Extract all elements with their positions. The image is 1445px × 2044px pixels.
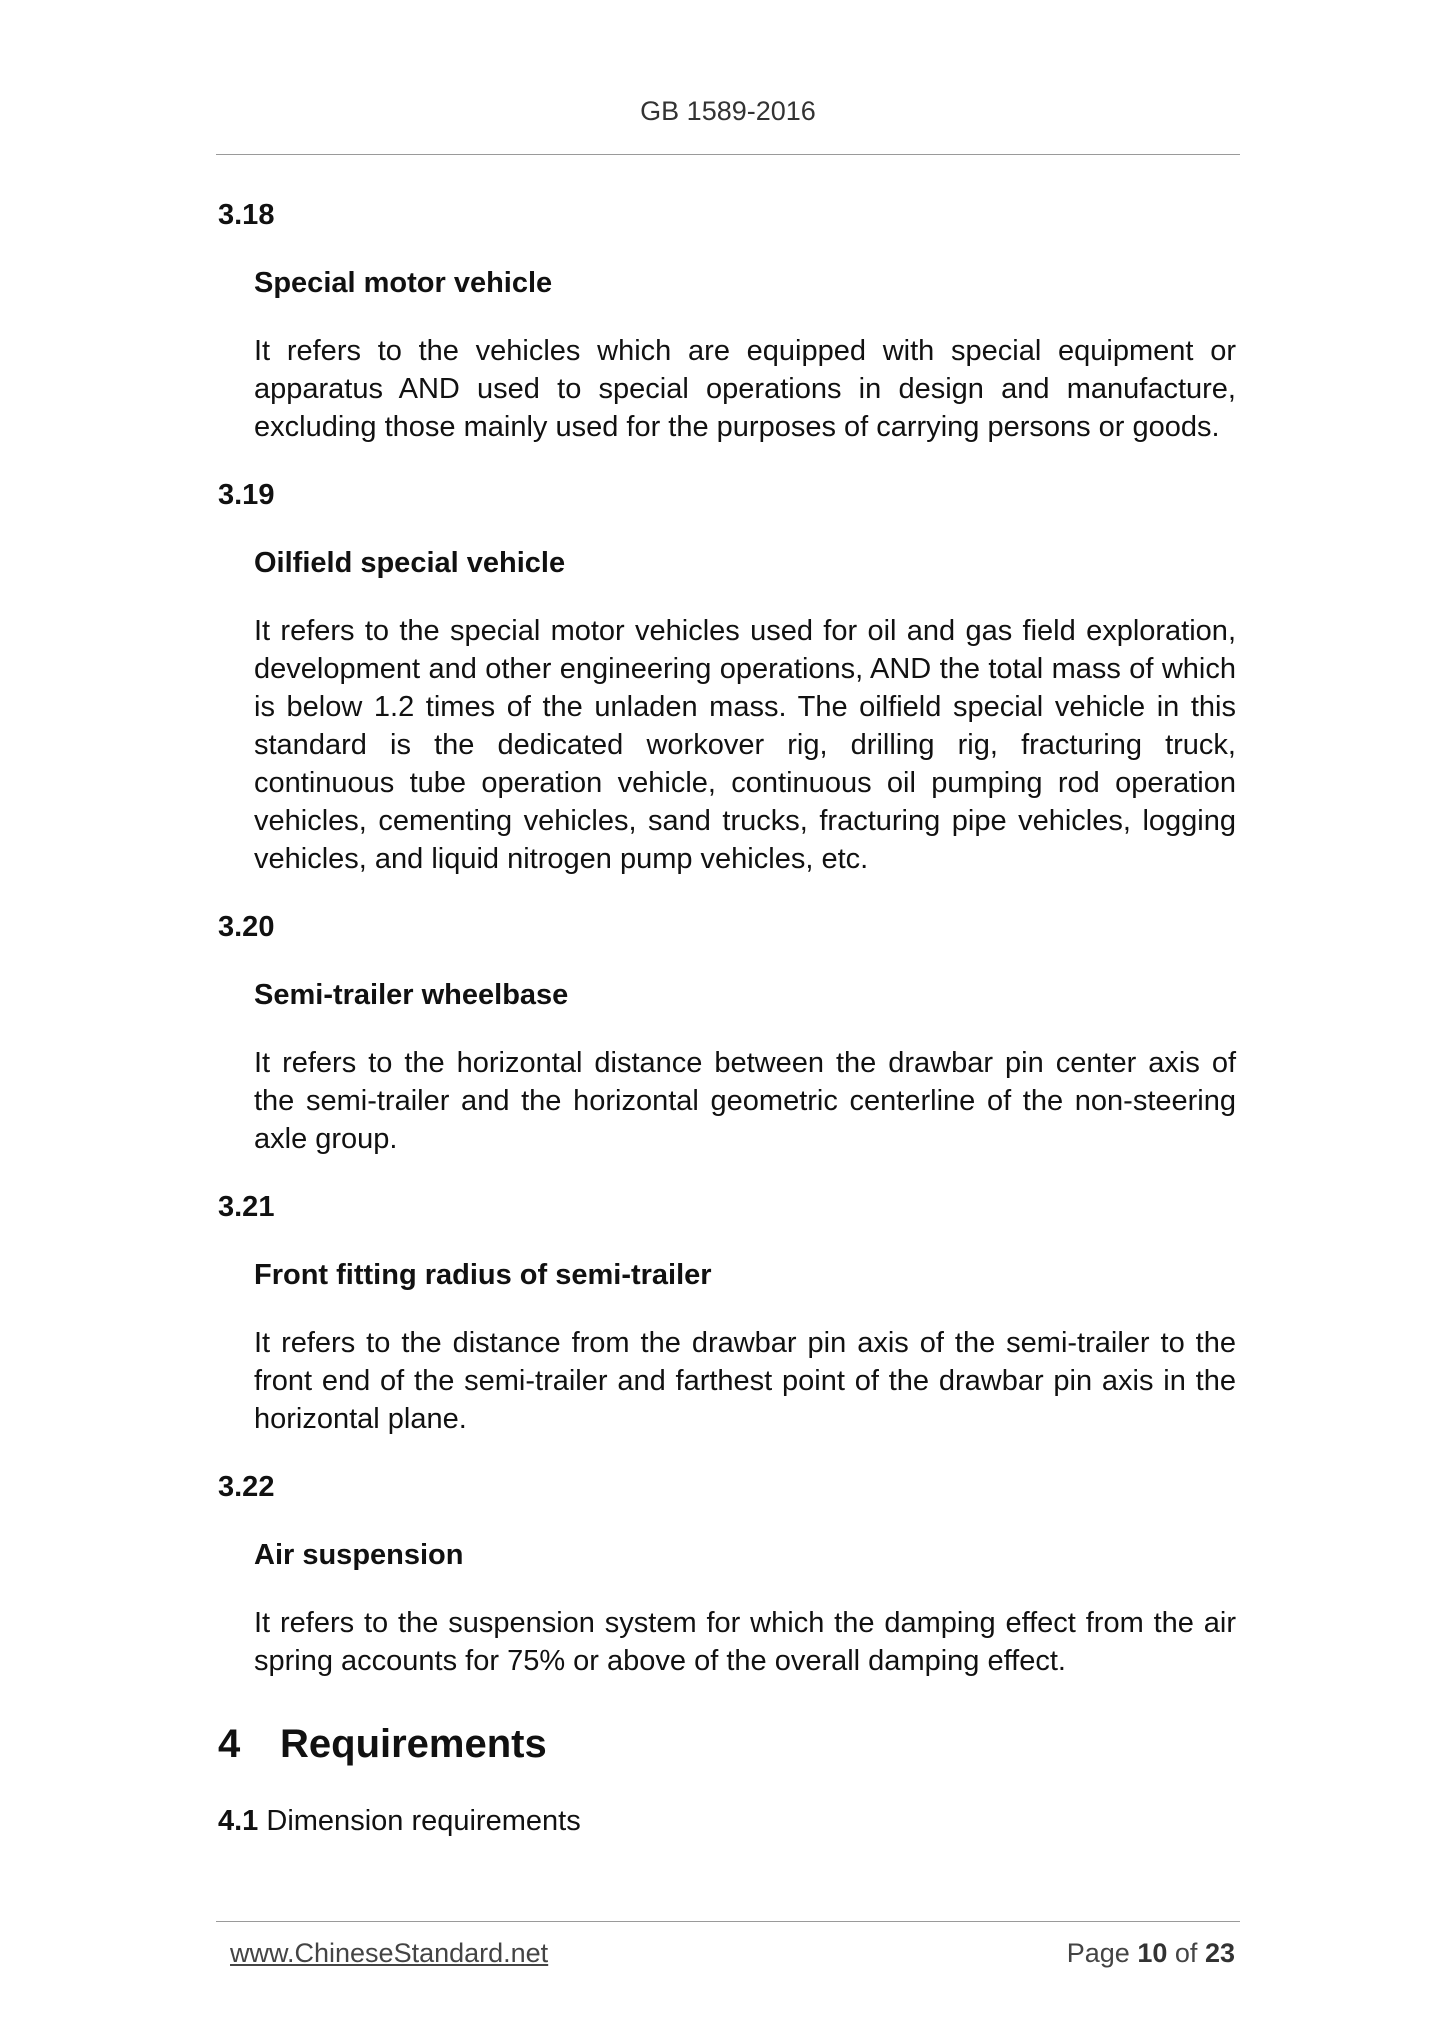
term-title: Front fitting radius of semi-trailer xyxy=(254,1259,712,1291)
footer-rule xyxy=(216,1921,1240,1922)
term-definition: It refers to the distance from the drawbar pin axis of the semi-trailer to the front end of the semi-trailer and farthest point of the drawbar pin axis in the horizontal plane. xyxy=(254,1327,1236,1435)
term-number: 3.22 xyxy=(218,1471,275,1503)
term-title: Semi-trailer wheelbase xyxy=(254,979,569,1011)
term-definition: It refers to the suspension system for which the damping effect from the air spring accounts for 75% or above of the overall damping effect. xyxy=(254,1607,1236,1677)
page-total: 23 xyxy=(1204,1938,1235,1968)
term-title: Air suspension xyxy=(254,1539,464,1571)
page-indicator xyxy=(1067,1938,1235,1969)
term-entry xyxy=(218,1468,1236,1680)
website-link[interactable]: www.ChineseStandard.net xyxy=(230,1938,549,1968)
header-rule xyxy=(216,154,1240,155)
term-number: 3.19 xyxy=(218,479,275,511)
page-header: GB 1589-2016 xyxy=(640,96,816,126)
document-body xyxy=(218,182,1236,1840)
term-entry xyxy=(218,476,1236,878)
subsection-heading xyxy=(218,1802,1236,1840)
subsection-title: Dimension requirements xyxy=(266,1805,581,1837)
section-heading xyxy=(218,1720,1236,1768)
page-of: of xyxy=(1174,1938,1198,1968)
term-definition: It refers to the special motor vehicles used for oil and gas field exploration, development and other engineering operations, AND the total mass of which is below 1.2 times of the unladen mass. The oilfield special vehicle in this standard is the dedicated workover rig, drilling rig, fracturing truck, continuous tube operation vehicle, continuous oil pumping rod operation vehicles, cementing vehicles, sand trucks, fracturing pipe vehicles, logging vehicles, and liquid nitrogen pump vehicles, etc. xyxy=(254,615,1236,875)
term-entry xyxy=(218,1188,1236,1438)
term-title: Oilfield special vehicle xyxy=(254,547,566,579)
term-title: Special motor vehicle xyxy=(254,267,553,299)
page-current: 10 xyxy=(1137,1938,1168,1968)
subsection-number: 4.1 xyxy=(218,1805,259,1837)
section-title: Requirements xyxy=(280,1722,547,1766)
page-prefix: Page xyxy=(1066,1938,1130,1968)
term-entry xyxy=(218,908,1236,1158)
term-number: 3.21 xyxy=(218,1191,275,1223)
term-number: 3.18 xyxy=(218,199,275,231)
term-definition: It refers to the horizontal distance between the drawbar pin center axis of the semi-trailer and the horizontal geometric centerline of the non-steering axle group. xyxy=(254,1047,1236,1155)
term-entry xyxy=(218,196,1236,446)
section-number: 4 xyxy=(218,1722,241,1766)
term-definition: It refers to the vehicles which are equipped with special equipment or apparatus AND used to special operations in design and manufacture, excluding those mainly used for the purposes of carrying persons or goods. xyxy=(254,335,1236,443)
term-number: 3.20 xyxy=(218,911,275,943)
